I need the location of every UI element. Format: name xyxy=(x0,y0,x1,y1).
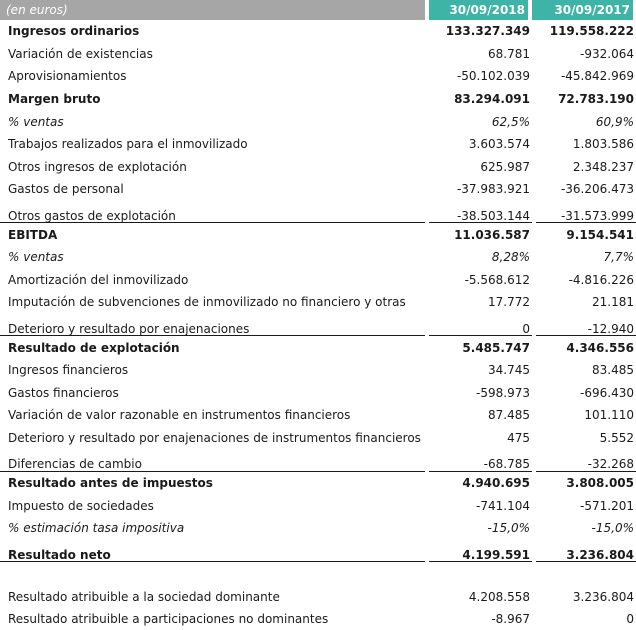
value-2017: 21.181 xyxy=(592,295,634,310)
value-2018: 4.208.558 xyxy=(468,589,530,604)
row-label: % ventas xyxy=(8,114,64,129)
table-row xyxy=(0,291,636,314)
table-row xyxy=(0,404,636,427)
value-2017: 3.808.005 xyxy=(566,476,634,491)
value-2018: 11.036.587 xyxy=(454,227,530,242)
value-2018: 5.485.747 xyxy=(462,340,530,355)
row-label: Ingresos ordinarios xyxy=(8,24,140,39)
value-2018: -37.983.921 xyxy=(456,182,530,197)
table-row xyxy=(0,269,636,292)
table-row xyxy=(0,156,636,179)
row-label: Variación de valor razonable en instrumentos financieros xyxy=(8,408,351,423)
value-2017: 3.236.804 xyxy=(536,540,636,563)
value-2018: 83.294.091 xyxy=(454,92,530,107)
value-2018: 62,5% xyxy=(491,114,530,129)
value-2017: 0 xyxy=(626,612,634,627)
row-label: Gastos financieros xyxy=(8,385,119,400)
value-2018: -741.104 xyxy=(476,498,530,513)
value-2018: -50.102.039 xyxy=(456,69,530,84)
table-row xyxy=(0,20,636,43)
value-2018: 4.199.591 xyxy=(429,540,532,563)
value-2017: -15,0% xyxy=(591,521,634,536)
value-2017: 2.348.237 xyxy=(572,159,634,174)
row-label: Diferencias de cambio xyxy=(0,449,425,472)
value-2017: 101.110 xyxy=(584,408,634,423)
row-label: Resultado neto xyxy=(0,540,425,563)
value-2017: 60,9% xyxy=(595,114,634,129)
value-2017: 119.558.222 xyxy=(549,24,634,39)
value-2017: -45.842.969 xyxy=(560,69,634,84)
value-2017: -696.430 xyxy=(580,385,634,400)
row-label: Resultado de explotación xyxy=(8,340,180,355)
table-row xyxy=(0,133,636,156)
row-label: Gastos de personal xyxy=(8,182,124,197)
value-2018: 0 xyxy=(429,314,532,337)
table-row xyxy=(0,223,636,246)
table-row xyxy=(0,449,636,472)
row-label: EBITDA xyxy=(8,227,58,242)
value-2017: 83.485 xyxy=(592,363,634,378)
value-2018: 3.603.574 xyxy=(468,137,530,152)
row-label: Deterioro y resultado por enajenaciones xyxy=(0,314,425,337)
unit-label: (en euros) xyxy=(0,0,425,20)
value-2017: 3.236.804 xyxy=(572,589,634,604)
table-row xyxy=(0,359,636,382)
row-label: Variación de existencias xyxy=(8,46,153,61)
row-label: Otros ingresos de explotación xyxy=(8,159,187,174)
table-row xyxy=(0,246,636,269)
table-row xyxy=(0,382,636,405)
table-row xyxy=(0,472,636,495)
table-row xyxy=(0,540,636,563)
value-2018: -38.503.144 xyxy=(429,201,532,224)
value-2018: -68.785 xyxy=(429,449,532,472)
value-2018: 625.987 xyxy=(480,159,530,174)
row-label: Ingresos financieros xyxy=(8,363,129,378)
row-label: Aprovisionamientos xyxy=(8,69,127,84)
table-row xyxy=(0,201,636,224)
value-2017: -571.201 xyxy=(580,498,634,513)
value-2017: -36.206.473 xyxy=(560,182,634,197)
value-2018: 17.772 xyxy=(488,295,530,310)
row-label: % estimación tasa impositiva xyxy=(8,521,185,536)
column-header-2018: 30/09/2018 xyxy=(429,0,528,20)
value-2018: 8,28% xyxy=(491,250,530,265)
value-2017: 9.154.541 xyxy=(566,227,634,242)
value-2018: 34.745 xyxy=(488,363,530,378)
row-label: Impuesto de sociedades xyxy=(8,498,154,513)
value-2018: 68.781 xyxy=(488,46,530,61)
attribution-section xyxy=(0,585,636,630)
table-row xyxy=(0,517,636,540)
value-2017: 5.552 xyxy=(599,430,634,445)
table-row xyxy=(0,110,636,133)
value-2018: -8.967 xyxy=(491,612,530,627)
value-2017: -31.573.999 xyxy=(536,201,636,224)
value-2018: 133.327.349 xyxy=(445,24,530,39)
value-2017: -4.816.226 xyxy=(568,272,634,287)
row-label: Resultado atribuible a participaciones no dominantes xyxy=(8,612,329,627)
row-label: Trabajos realizados para el inmovilizado xyxy=(8,137,248,152)
value-2017: -32.268 xyxy=(536,449,636,472)
value-2018: -5.568.612 xyxy=(464,272,530,287)
table-row xyxy=(0,608,636,630)
value-2017: 72.783.190 xyxy=(558,92,634,107)
value-2018: 87.485 xyxy=(488,408,530,423)
column-header-2017: 30/09/2017 xyxy=(532,0,633,20)
row-label: Resultado antes de impuestos xyxy=(8,476,213,491)
table-header xyxy=(0,0,636,20)
row-label: Otros gastos de explotación xyxy=(0,201,425,224)
value-2017: -12.940 xyxy=(536,314,636,337)
table-row xyxy=(0,494,636,517)
table-row xyxy=(0,427,636,450)
table-row xyxy=(0,314,636,337)
section-spacer xyxy=(0,562,636,585)
table-row xyxy=(0,585,636,608)
table-row xyxy=(0,43,636,66)
table-row xyxy=(0,336,636,359)
value-2018: -15,0% xyxy=(487,521,530,536)
table-row xyxy=(0,88,636,111)
table-row xyxy=(0,65,636,88)
value-2018: 4.940.695 xyxy=(462,476,530,491)
value-2017: -932.064 xyxy=(580,46,634,61)
row-label: % ventas xyxy=(8,250,64,265)
row-label: Amortización del inmovilizado xyxy=(8,272,189,287)
row-label: Margen bruto xyxy=(8,92,101,107)
table-body xyxy=(0,20,636,562)
value-2017: 1.803.586 xyxy=(572,137,634,152)
value-2018: -598.973 xyxy=(476,385,530,400)
value-2017: 4.346.556 xyxy=(566,340,634,355)
row-label: Imputación de subvenciones de inmovilizado no financiero y otras xyxy=(8,295,406,310)
table-row xyxy=(0,178,636,201)
value-2017: 7,7% xyxy=(603,250,634,265)
row-label: Deterioro y resultado por enajenaciones de instrumentos financieros xyxy=(8,430,421,445)
row-label: Resultado atribuible a la sociedad dominante xyxy=(8,589,280,604)
value-2018: 475 xyxy=(507,430,530,445)
